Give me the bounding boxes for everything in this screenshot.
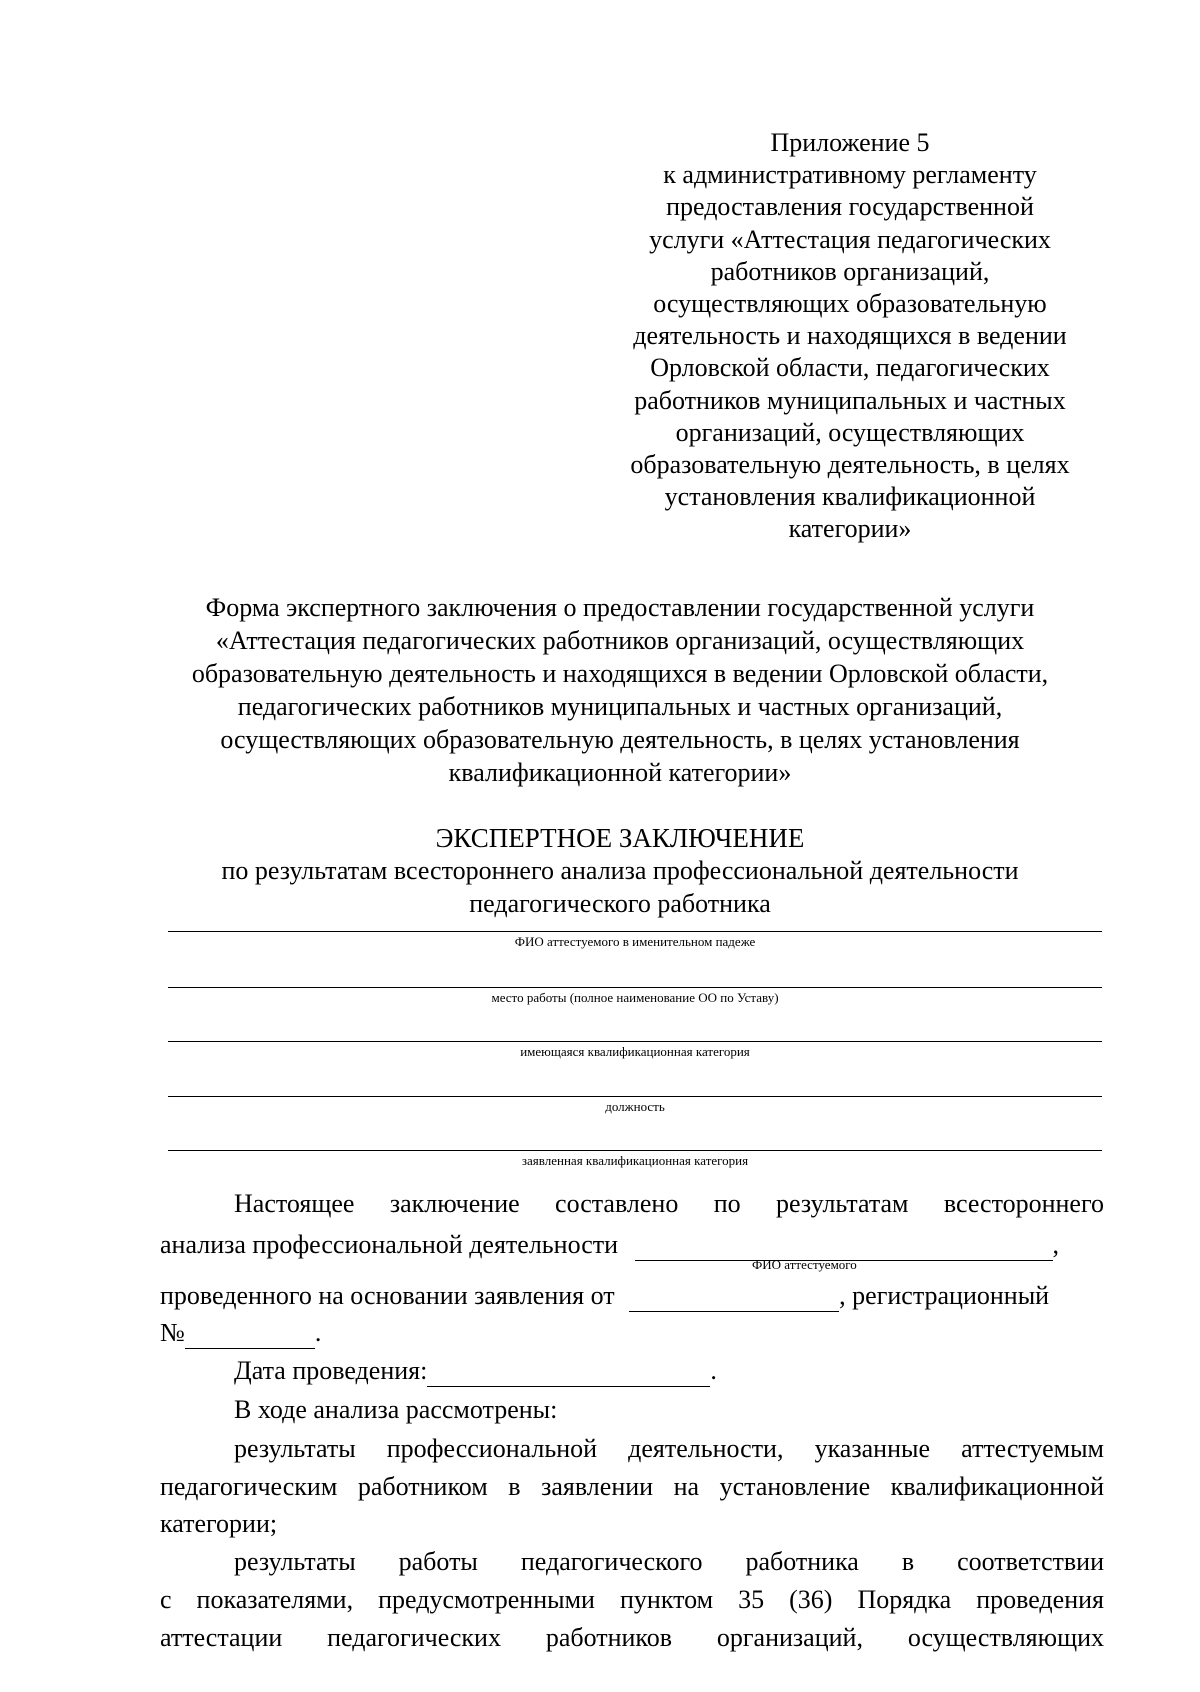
analysis-label: В ходе анализа рассмотрены: — [234, 1395, 558, 1424]
appendix-line: к административному регламенту — [663, 160, 1037, 190]
fill-line — [168, 1041, 1102, 1042]
fio-caption: ФИО аттестуемого в именительном падеже — [514, 934, 756, 949]
body-line — [160, 1230, 1104, 1261]
body-text: . — [314, 1318, 322, 1347]
body-line — [160, 1356, 1178, 1387]
form-heading — [140, 591, 1100, 789]
appendix-line: услуги «Аттестация педагогических — [649, 224, 1051, 254]
body-text: анализа профессиональной деятельности — [160, 1230, 619, 1259]
requested-category-field[interactable] — [168, 1150, 1102, 1169]
document-subtitle — [140, 854, 1100, 920]
workplace-field[interactable] — [168, 987, 1102, 1006]
body-text: , регистрационный — [839, 1281, 1050, 1310]
document-title: ЭКСПЕРТНОЕ ЗАКЛЮЧЕНИЕ — [435, 823, 805, 853]
appendix-line: Орловской области, педагогических — [650, 353, 1050, 383]
current-category-field[interactable] — [168, 1041, 1102, 1060]
fill-line — [168, 1096, 1102, 1097]
form-heading-line: квалификационной категории» — [448, 758, 792, 787]
body-line — [160, 1281, 1104, 1312]
appendix-line: работников организаций, — [710, 256, 990, 286]
body-text: проведенного на основании заявления от — [160, 1281, 615, 1310]
appendix-line: предоставления государственной — [666, 192, 1034, 222]
body-text: № — [160, 1318, 185, 1347]
appendix-line: работников муниципальных и частных — [634, 385, 1066, 415]
item2-line: результаты работы педагогического работника в соответствии — [234, 1547, 1104, 1576]
item2-line: аттестации педагогических работников организаций, осуществляющих — [160, 1623, 1104, 1652]
fill-line — [168, 1150, 1102, 1151]
date-label: Дата проведения: — [234, 1356, 428, 1385]
body-text: . — [710, 1356, 717, 1385]
fill-line — [168, 931, 1102, 932]
form-heading-line: осуществляющих образовательную деятельность, в целях установления — [220, 725, 1020, 754]
appendix-note — [620, 127, 1080, 546]
item1-line: результаты профессиональной деятельности, указанные аттестуемым — [234, 1434, 1104, 1463]
fio-field[interactable] — [168, 931, 1102, 950]
appendix-line: установления квалификационной — [664, 482, 1036, 512]
appendix-line: категории» — [788, 514, 912, 544]
workplace-caption: место работы (полное наименование ОО по Уставу) — [491, 990, 779, 1005]
form-heading-line: образовательную деятельность и находящихся в ведении Орловской области, — [191, 659, 1049, 688]
requested-category-caption: заявленная квалификационная категория — [521, 1153, 749, 1168]
appendix-line: образовательную деятельность, в целях — [630, 450, 1070, 480]
position-field[interactable] — [168, 1096, 1102, 1115]
appendix-line: Приложение 5 — [770, 128, 930, 157]
current-category-caption: имеющаяся квалификационная категория — [520, 1044, 750, 1059]
fio-short-caption: ФИО аттестуемого — [752, 1257, 857, 1272]
position-caption: должность — [605, 1099, 665, 1114]
application-date-blank[interactable] — [629, 1281, 839, 1312]
body-line: Настоящее заключение составлено по результатам всестороннего — [234, 1189, 1104, 1218]
item1-line: педагогическим работником в заявлении на установление квалификационной — [160, 1472, 1104, 1501]
body-line — [160, 1318, 1104, 1349]
registration-number-blank[interactable] — [185, 1318, 315, 1349]
fill-line — [168, 987, 1102, 988]
appendix-line: осуществляющих образовательную — [653, 289, 1047, 319]
form-heading-line: педагогических работников муниципальных и частных организаций, — [237, 692, 1003, 721]
item2-line: с показателями, предусмотренными пунктом 35 (36) Порядка проведения — [160, 1585, 1104, 1614]
body-text: , — [1052, 1230, 1060, 1259]
form-heading-line: Форма экспертного заключения о предоставлении государственной услуги — [205, 593, 1035, 622]
item1-line: категории; — [160, 1509, 278, 1538]
form-heading-line: «Аттестация педагогических работников организаций, осуществляющих — [215, 626, 1025, 655]
subtitle-line: педагогического работника — [469, 889, 771, 918]
subtitle-line: по результатам всестороннего анализа профессиональной деятельности — [221, 856, 1019, 885]
appendix-line: деятельность и находящихся в ведении — [633, 321, 1067, 351]
appendix-line: организаций, осуществляющих — [675, 417, 1025, 447]
date-blank[interactable] — [427, 1356, 710, 1387]
